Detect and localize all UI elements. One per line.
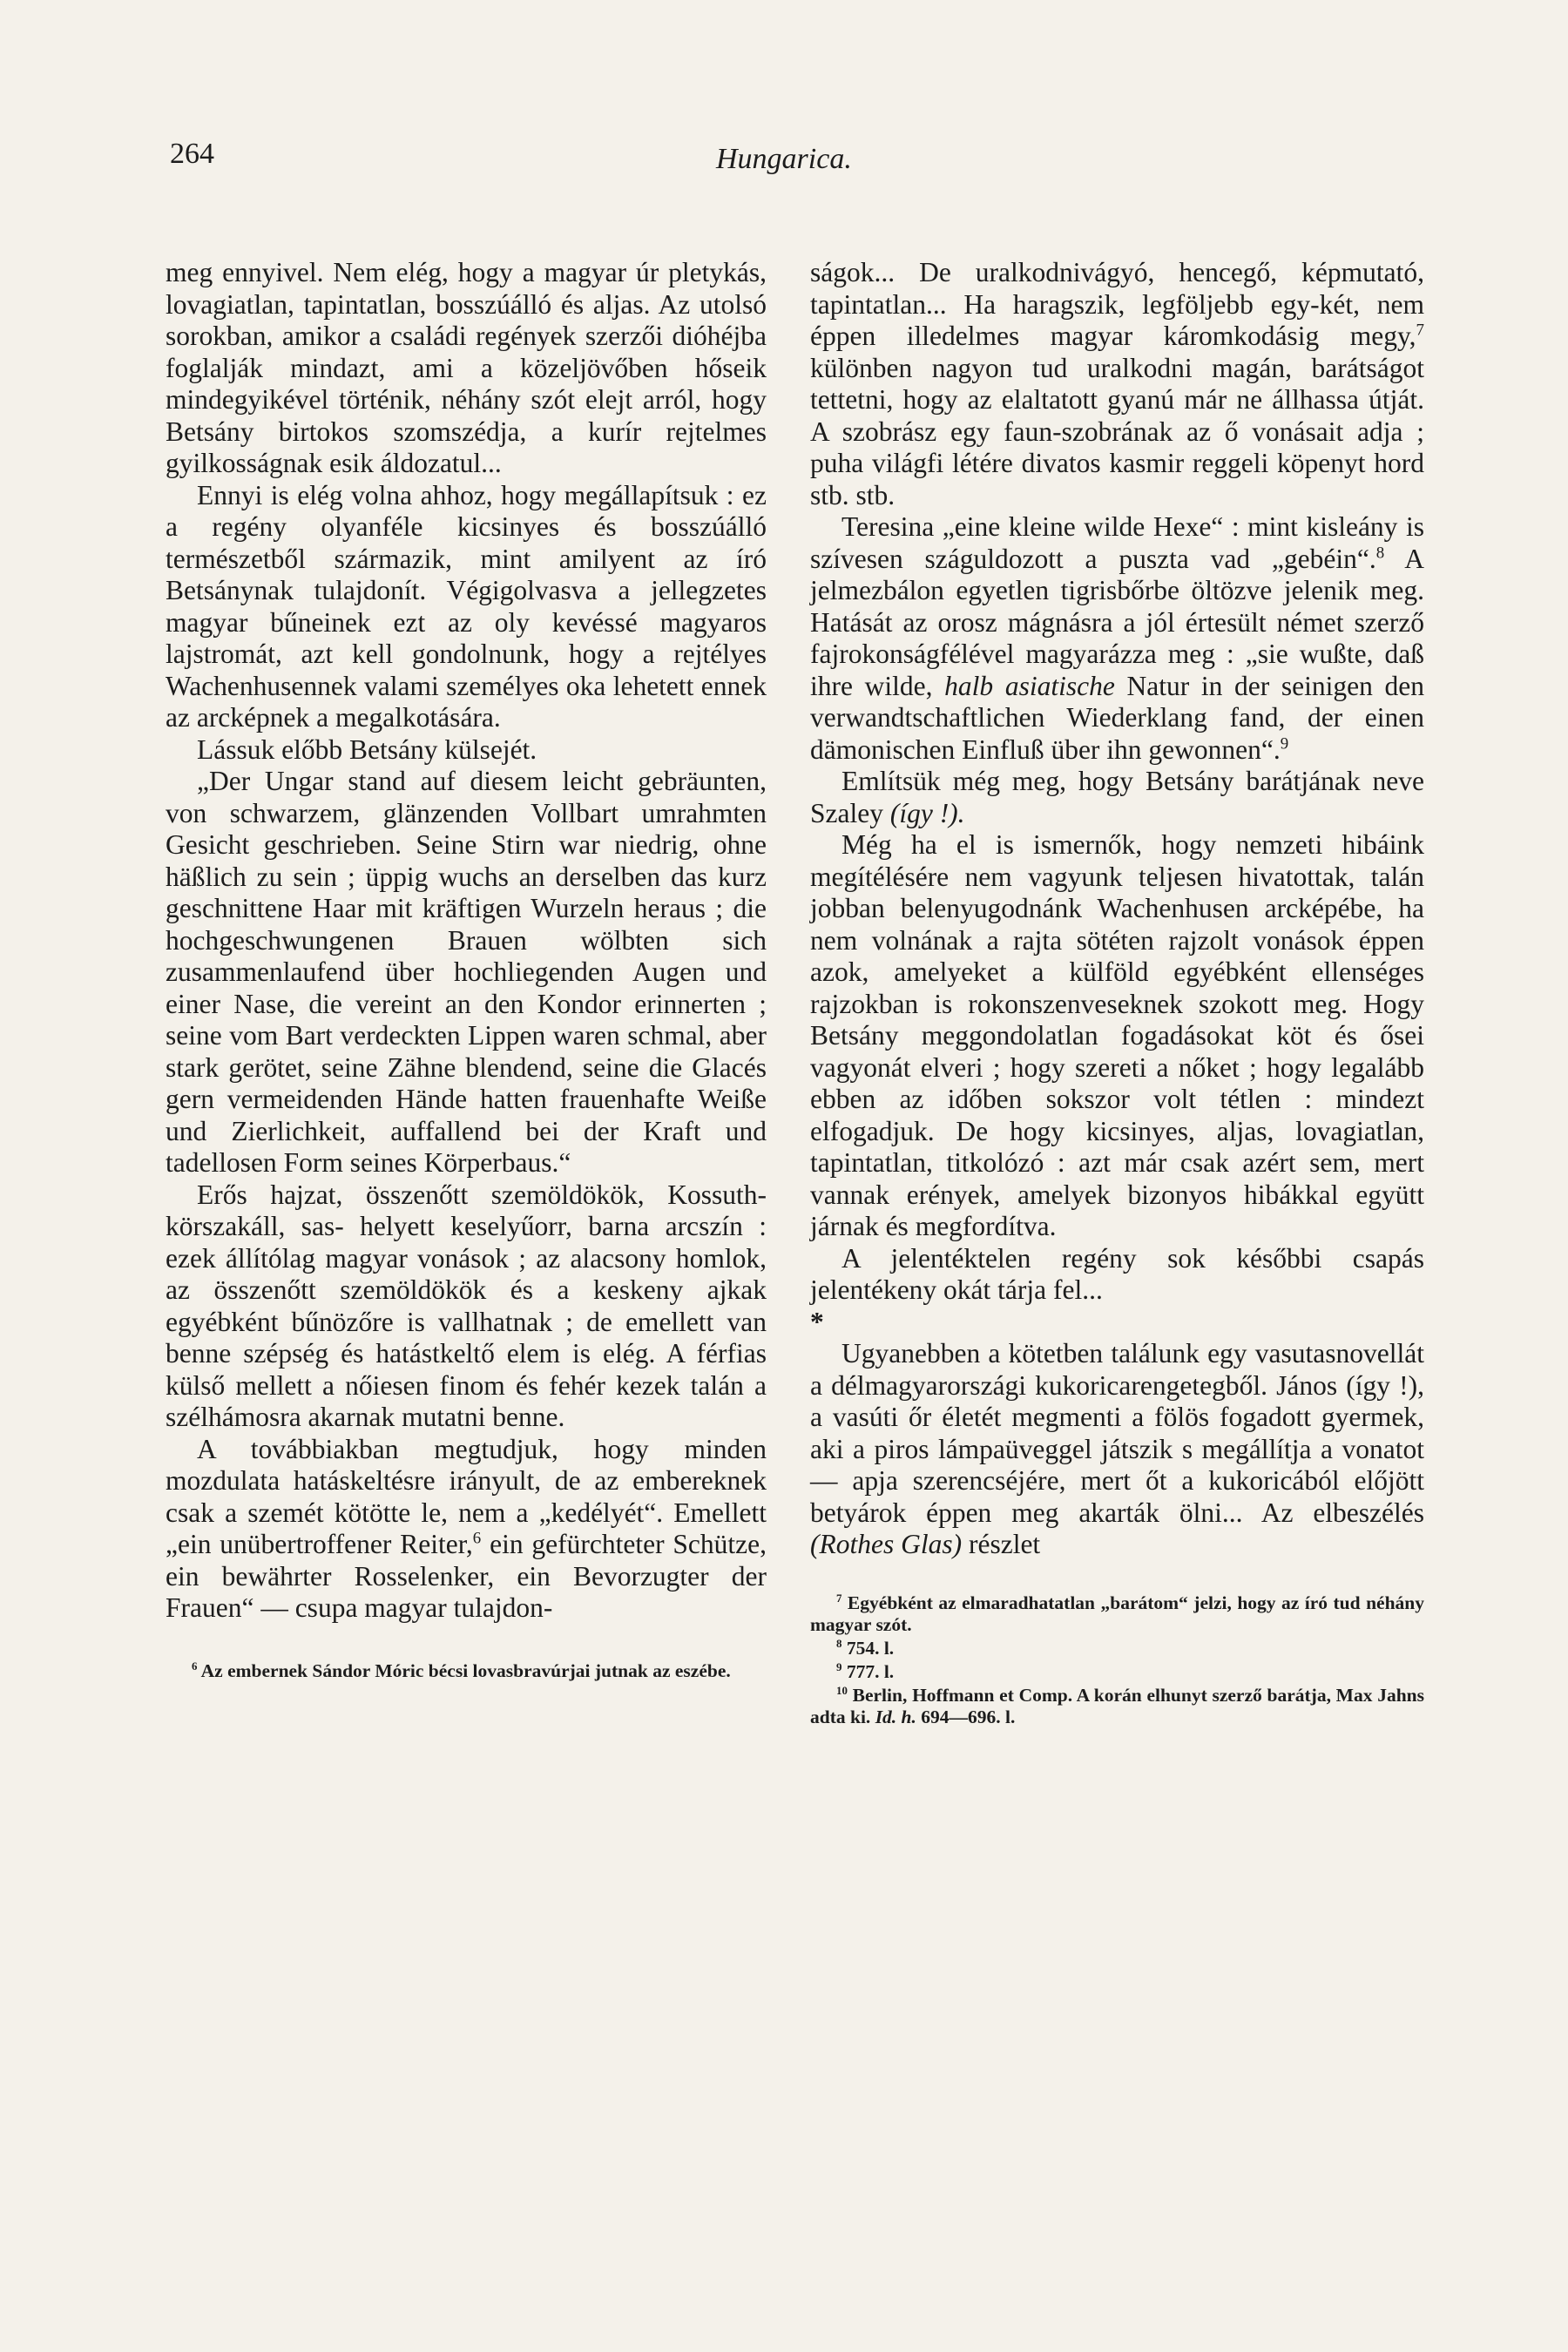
italic-run: Id. h.	[875, 1706, 916, 1727]
text-run: A továbbiakban megtudjuk, hogy minden mozdulata hatáskeltésre irányult, de az embereknek csak a szemét kötötte le, nem a „kedélyét“. Emellett „ein unübertroffener Reiter,	[166, 1433, 767, 1559]
paragraph	[810, 511, 1424, 766]
text-run: ein gefürchteter Schütze, ein bewährter Rosselenker, ein Bevorzugter der Frauen“ — csupa magyar tulajdon-	[166, 1529, 767, 1623]
italic-run: (Rothes Glas)	[810, 1529, 963, 1559]
footnote-text: 754. l.	[841, 1637, 895, 1659]
german-quote: „Der Ungar stand auf diesem leicht gebräunten, von schwarzem, glänzenden Vollbart umrahmten Gesicht geschrieben. Seine Stirn war niedrig, ohne häßlich zu sein ; üppig wuchs an derselben das kurz geschnittene Haar mit kräftigen Wurzeln heraus ; die hochgeschwungenen Brauen wölbten sich zusammenlaufend über hochliegenden Augen und einer Nase, die vereint an den Kondor erinnerten ; seine vom Bart verdeckten Lippen waren schmal, aber stark gerötet, seine Zähne blendend, seine die Glacés gern vermeidenden Hände hatten frauenhafte Weiße und Zierlichkeit, auffallend bei der Kraft und tadellosen Form seines Körperbaus.“	[166, 766, 767, 1178]
paragraph: A jelentéktelen regény sok későbbi csapás jelentékeny okát tárja fel...	[810, 1242, 1424, 1305]
footnote-7	[810, 1592, 1424, 1636]
paragraph: Erős hajzat, összenőtt szemöldökök, Kossuth-körszakáll, sas- helyett keselyűorr, barna arcszín : ezek állítólag magyar vonások ; az alacsony homlok, az összenőtt szemöldökök és a keskeny ajkak egyébként bűnözőre is vallhatnak ; de emellett van benne szépség és hatástkeltő elem is elég. A férfias külső mellett a nőiesen finom és fehér kezek talán a szélhámosra akarnak mutatni benne.	[166, 1179, 767, 1432]
right-column	[810, 257, 1424, 1728]
footnote-ref: 9	[1280, 734, 1289, 753]
paragraph: Még ha el is ismernők, hogy nemzeti hibáink megítélésére nem vagyunk teljesen hivatottak, talán jobban belenyugodnánk Wachenhusen arcképébe, ha nem volnának a rajta sötéten rajzolt vonások éppen azok, amelyeket a külföld egyébként ellenséges rajzokban is rokonszenveseknek szokott meg. Hogy Betsány meggondolatlan fogadásokat köt és ősei vagyonát elveri ; hogy szereti a nőket ; hogy legalább ebben az időben sokszor volt tétlen : mindezt elfogadjuk. De hogy kicsinyes, aljas, lovagiatlan, tapintatlan, titkolózó : azt már csak azért sem, mert vannak erények, amelyek bizonyos hibákkal együtt járnak és megfordítva.	[810, 829, 1424, 1241]
page-number: 264	[170, 138, 214, 170]
footnote-number: 10	[836, 1684, 848, 1697]
left-column	[166, 257, 767, 1682]
text-run: Teresina „eine kleine wilde Hexe“ : mint kisleány is szívesen száguldozott a puszta vad „gebéin“.	[810, 511, 1424, 574]
footnotes	[810, 1592, 1424, 1728]
footnote-text: Egyébként az elmaradhatatlan „barátom“ jelzi, hogy az író tud néhány magyar szót.	[810, 1592, 1424, 1635]
footnote-number: 9	[836, 1660, 842, 1673]
text-run: Említsük még meg, hogy Betsány barátjának neve Szaley	[810, 766, 1424, 828]
text-run: részlet	[962, 1529, 1041, 1559]
paragraph: Lássuk előbb Betsány külsejét.	[197, 733, 537, 765]
footnote-text: Berlin, Hoffmann et Comp. A korán elhunyt szerző barátja, Max Jahns adta ki.	[810, 1684, 1424, 1727]
text-run: Ugyanebben a kötetben találunk egy vasutasnovellát a délmagyarországi kukoricarengetegből. János (így !), a vasúti őr életét megmenti a fölös fogadott gyermek, aki a piros lámpaüveggel játszik s megállítja a vonatot — apja szerencséjére, mert őt a kukoricából előjött betyárok éppen meg akarták ölni... Az elbeszélés	[810, 1338, 1424, 1528]
footnote-ref: 6	[472, 1529, 482, 1548]
text-run: különben nagyon tud uralkodni magán, barátságot tettetni, hogy az elaltatott gyanú már ne állhassa útját. A szobrász egy faun-szobrának az ő vonásait adja ; puha világfi létére divatos kasmir reggeli köpenyt hord stb. stb.	[810, 352, 1424, 510]
footnote-number: 7	[836, 1592, 842, 1605]
running-head	[0, 131, 1568, 183]
footnote-spacer	[166, 1651, 767, 1652]
text-run: ságok... De uralkodnivágyó, hencegő, képmutató, tapintatlan... Ha haragszik, legföljebb egy-két, nem éppen illedelmes magyar káromkodásig megy,	[810, 257, 1424, 351]
text-run: A jelmezbálon egyetlen tigrisbőrbe öltözve jelenik meg. Hatását az orosz mágnásra a jól értesült német szerző fajrokonságfélével magyarázza meg : „sie wußte, daß ihre wilde,	[810, 543, 1424, 701]
paragraph	[810, 257, 1424, 511]
paragraph	[810, 766, 1424, 829]
footnote-text: 777. l.	[841, 1660, 895, 1682]
footnote-ref: 8	[1375, 544, 1385, 562]
paragraph	[166, 1434, 767, 1625]
paragraph: Ennyi is elég volna ahhoz, hogy megállapítsuk : ez a regény olyanféle kicsinyes és bosszúálló természetből származik, mint amilyent az író Betsánynak tulajdonít. Végigolvasva a jellegzetes magyar bűneinek ezt az oly kevéssé magyaros lajstromát, azt kell gondolnunk, hogy a rejtélyes Wachenhusennek valami személyes oka lehetett ennek az arcképnek a megalkotására.	[166, 479, 767, 733]
journal-title: Hungarica.	[716, 143, 852, 175]
footnote-number: 6	[192, 1659, 198, 1673]
section-separator: *	[810, 1306, 824, 1337]
italic-run: halb asiatische	[944, 670, 1115, 701]
footnote-9	[810, 1661, 1424, 1683]
footnote-text: Az embernek Sándor Móric bécsi lovasbravúrjai jutnak az eszébe.	[197, 1659, 731, 1681]
italic-run: (így !).	[889, 797, 965, 828]
footnote-text: 694—696. l.	[916, 1706, 1016, 1727]
footnote-8	[810, 1638, 1424, 1659]
paragraph: meg ennyivel. Nem elég, hogy a magyar úr pletykás, lovagiatlan, tapintatlan, bosszúálló és aljas. Az utolsó sorokban, amikor a családi regények szerzői dióhéjba foglalják mindazt, ami a közeljövőben hőseik mindegyikével történik, néhány szót elejt arról, hogy Betsány birtokos szomszédja, a kurír rejtelmes gyilkosságnak esik áldozatul...	[166, 257, 767, 478]
text-run: Natur in der seinigen den verwandtschaftlichen Wiederklang fand, der einen dämonischen Einfluß über ihn gewonnen“.	[810, 670, 1424, 765]
paragraph	[810, 1338, 1424, 1561]
footnote-10	[810, 1685, 1424, 1728]
footnote-number: 8	[836, 1637, 842, 1650]
footnote-6	[166, 1660, 767, 1682]
footnote-ref: 7	[1416, 321, 1424, 340]
